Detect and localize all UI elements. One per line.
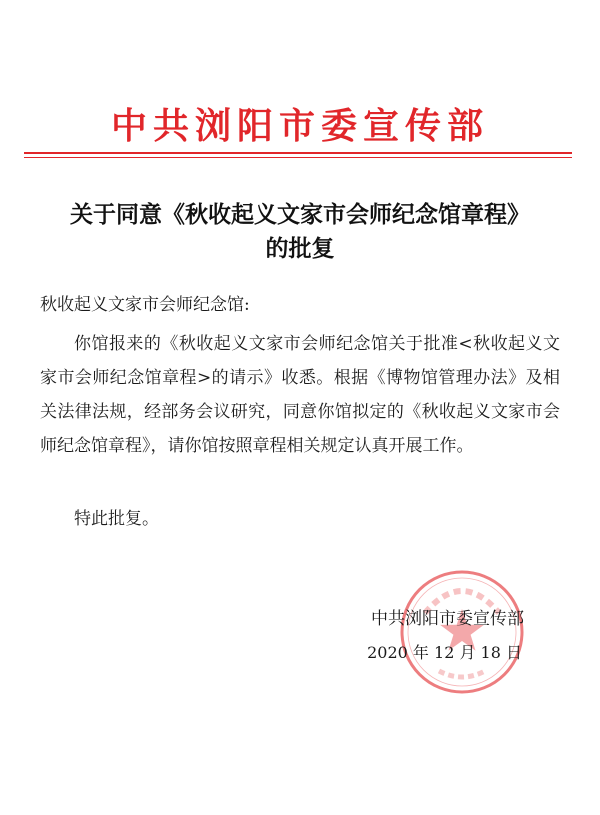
addressee: 秋收起义文家市会师纪念馆: [40,295,250,315]
masthead-org-name: 中共浏阳市委宣传部 [110,105,489,147]
document-title-line-2: 的批复 [265,236,335,262]
signature-date: 2020 年 12 月 18 日 [367,643,522,662]
signature-org: 中共浏阳市委宣传部 [371,609,524,629]
official-seal-icon [397,567,527,697]
masthead-rule-thin [24,157,572,158]
document-title-line-1: 关于同意《秋收起义文家市会师纪念馆章程》 [70,202,530,228]
masthead-rule-thick [24,152,572,154]
closing-line: 特此批复。 [74,509,159,529]
body-paragraph: 你馆报来的《秋收起义文家市会师纪念馆关于批准<秋收起义文家市会师纪念馆章程>的请示》收悉。根据《博物馆管理办法》及相关法律法规，经部务会议研究，同意你馆拟定的《秋收起义文家市会师纪念馆章程》，请你馆按照章程相关规定认真开展工作。 [40,334,560,456]
